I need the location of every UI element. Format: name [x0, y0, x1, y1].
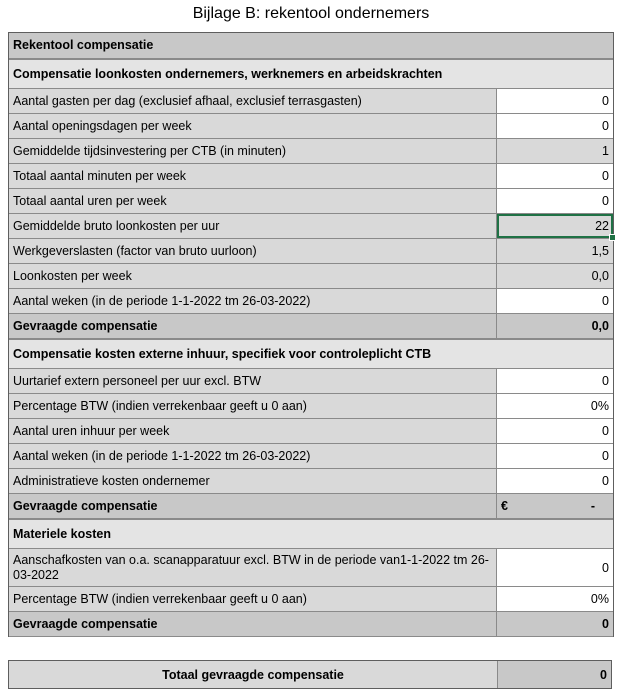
table-row	[9, 264, 613, 289]
sheet-header[interactable]: Rekentool compensatie	[13, 38, 154, 52]
row-label-percentage-btw[interactable]: Percentage BTW (indien verrekenbaar geeft u 0 aan)	[9, 394, 497, 418]
row-label-loonkosten-per-week[interactable]: Loonkosten per week	[9, 264, 497, 288]
cell-aantal-weken-inhuur[interactable]: 0	[497, 444, 613, 468]
table-row	[9, 289, 613, 314]
cell-openingsdagen[interactable]: 0	[497, 114, 613, 138]
cell-aantal-gasten[interactable]: 0	[497, 89, 613, 113]
row-label-aantal-gasten[interactable]: Aantal gasten per dag (exclusief afhaal, exclusief terrasgasten)	[9, 89, 497, 113]
cell-percentage-btw[interactable]: 0%	[497, 394, 613, 418]
cell-uren-inhuur[interactable]: 0	[497, 419, 613, 443]
table-row	[9, 419, 613, 444]
row-label-aantal-weken-inhuur[interactable]: Aantal weken (in de periode 1-1-2022 tm 26-03-2022)	[9, 444, 497, 468]
currency-symbol: €	[501, 499, 508, 513]
table-row	[9, 189, 613, 214]
cell-uurtarief[interactable]: 0	[497, 369, 613, 393]
cell-bruto-loonkosten-selected[interactable]: 22	[497, 214, 613, 238]
table-row	[9, 139, 613, 164]
total-value-materiele-kosten[interactable]: 0	[497, 612, 613, 636]
table-row	[9, 444, 613, 469]
row-label-werkgeverslasten[interactable]: Werkgeverslasten (factor van bruto uurloon)	[9, 239, 497, 263]
total-amount-externe-inhuur: -	[590, 499, 595, 513]
row-label-aantal-weken[interactable]: Aantal weken (in de periode 1-1-2022 tm 26-03-2022)	[9, 289, 497, 313]
row-label-openingsdagen[interactable]: Aantal openingsdagen per week	[9, 114, 497, 138]
row-label-uren-per-week[interactable]: Totaal aantal uren per week	[9, 189, 497, 213]
sheet-header-row	[9, 33, 613, 59]
rekentool-sheet	[8, 32, 614, 637]
table-row	[9, 394, 613, 419]
row-label-percentage-btw-materieel[interactable]: Percentage BTW (indien verrekenbaar geeft u 0 aan)	[9, 587, 497, 611]
grand-total-label[interactable]: Totaal gevraagde compensatie	[9, 661, 498, 688]
section-loonkosten-title[interactable]: Compensatie loonkosten ondernemers, werknemers en arbeidskrachten	[13, 66, 443, 81]
total-label-externe-inhuur[interactable]: Gevraagde compensatie	[9, 494, 497, 518]
total-label-materiele-kosten[interactable]: Gevraagde compensatie	[9, 612, 497, 636]
table-row	[9, 369, 613, 394]
table-row	[9, 587, 613, 612]
table-row	[9, 469, 613, 494]
section-materiele-kosten-title-row	[9, 519, 613, 549]
row-label-aanschafkosten[interactable]: Aanschafkosten van o.a. scanapparatuur excl. BTW in de periode van1-1-2022 tm 26-03-2022	[9, 549, 497, 586]
row-label-uren-inhuur[interactable]: Aantal uren inhuur per week	[9, 419, 497, 443]
cell-administratieve-kosten[interactable]: 0	[497, 469, 613, 493]
table-row	[9, 549, 613, 587]
section-materiele-kosten-title[interactable]: Materiele kosten	[13, 526, 111, 541]
section-loonkosten-total-row	[9, 314, 613, 339]
cell-percentage-btw-materieel[interactable]: 0%	[497, 587, 613, 611]
section-loonkosten-title-row	[9, 59, 613, 89]
section-externe-inhuur-total-row	[9, 494, 613, 519]
row-label-tijdsinvestering[interactable]: Gemiddelde tijdsinvestering per CTB (in minuten)	[9, 139, 497, 163]
cell-werkgeverslasten[interactable]: 1,5	[497, 239, 613, 263]
section-externe-inhuur-title[interactable]: Compensatie kosten externe inhuur, specifiek voor controleplicht CTB	[13, 346, 432, 361]
grand-total-row	[8, 660, 612, 689]
row-label-bruto-loonkosten[interactable]: Gemiddelde bruto loonkosten per uur	[9, 214, 497, 238]
section-materiele-kosten-total-row	[9, 612, 613, 637]
grand-total-value[interactable]: 0	[498, 661, 611, 688]
table-row	[9, 239, 613, 264]
cell-aanschafkosten[interactable]: 0	[497, 549, 613, 586]
table-row	[9, 114, 613, 139]
cell-uren-per-week[interactable]: 0	[497, 189, 613, 213]
cell-minuten-per-week[interactable]: 0	[497, 164, 613, 188]
cell-tijdsinvestering[interactable]: 1	[497, 139, 613, 163]
cell-aantal-weken[interactable]: 0	[497, 289, 613, 313]
total-value-externe-inhuur[interactable]	[497, 494, 613, 518]
total-label-loonkosten[interactable]: Gevraagde compensatie	[9, 314, 497, 338]
table-row	[9, 89, 613, 114]
row-label-minuten-per-week[interactable]: Totaal aantal minuten per week	[9, 164, 497, 188]
total-value-loonkosten[interactable]: 0,0	[497, 314, 613, 338]
row-label-uurtarief[interactable]: Uurtarief extern personeel per uur excl. BTW	[9, 369, 497, 393]
table-row	[9, 164, 613, 189]
section-externe-inhuur-title-row	[9, 339, 613, 369]
row-label-administratieve-kosten[interactable]: Administratieve kosten ondernemer	[9, 469, 497, 493]
table-row	[9, 214, 613, 239]
cell-loonkosten-per-week[interactable]: 0,0	[497, 264, 613, 288]
page-title: Bijlage B: rekentool ondernemers	[192, 5, 430, 22]
